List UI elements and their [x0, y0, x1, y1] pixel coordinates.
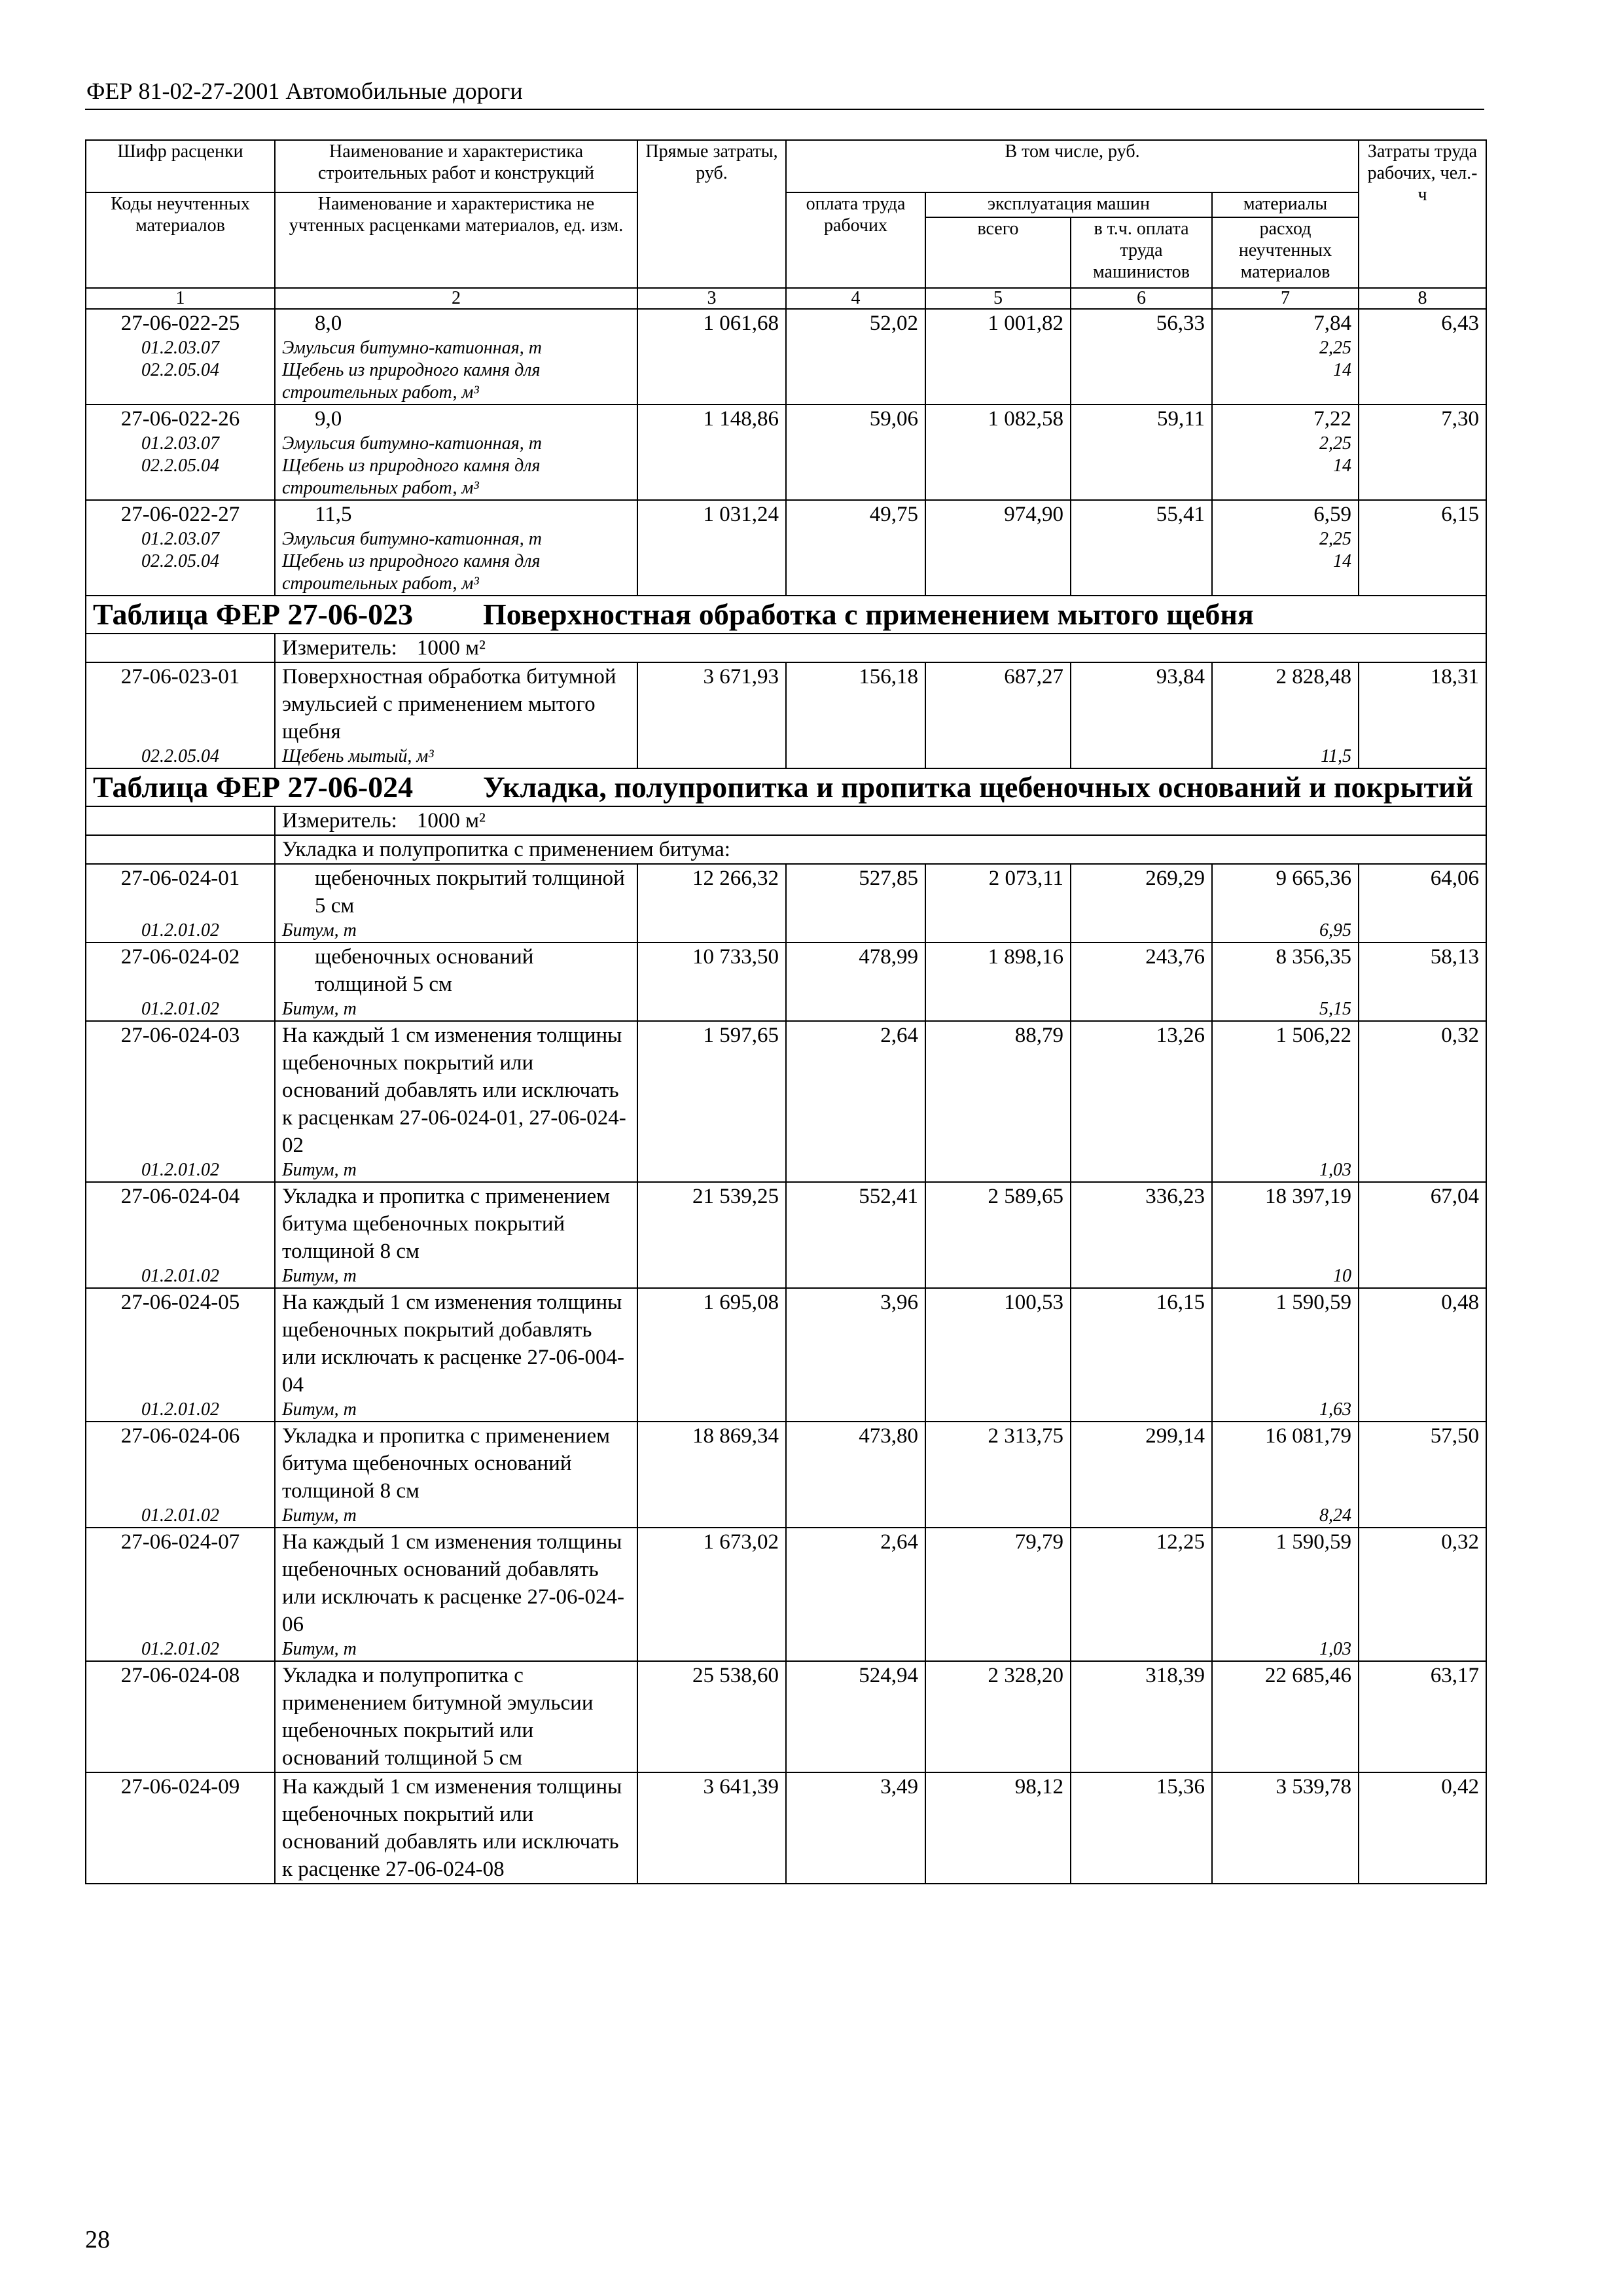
- direct-cost: 1 695,08: [637, 1288, 786, 1422]
- direct-cost: 10 733,50: [637, 942, 786, 1021]
- col-code-header: Шифр расценки: [86, 140, 275, 192]
- material-code: 02.2.05.04: [141, 551, 219, 571]
- material-code: 01.2.03.07: [141, 433, 219, 454]
- col-name-unacc-header: Наименование и характеристика не учтенных расценками материалов, ед. изм.: [275, 192, 637, 288]
- column-number: 4: [786, 288, 925, 309]
- material-name: Битум, т: [282, 920, 357, 941]
- material-qty: 14: [1333, 360, 1352, 380]
- rate-code: 27-06-022-26: [120, 407, 240, 431]
- material-code: 01.2.01.02: [141, 1505, 219, 1526]
- measure-empty: [86, 806, 275, 835]
- machinist-pay: 93,84: [1071, 662, 1212, 768]
- rate-code: 27-06-023-01: [120, 665, 240, 689]
- material-name: Щебень мытый, м³: [282, 746, 434, 766]
- column-number: 5: [925, 288, 1071, 309]
- material-qty: 8,24: [1319, 1505, 1352, 1526]
- rate-code: 27-06-024-08: [120, 1664, 240, 1687]
- rate-code: 27-06-024-06: [120, 1424, 240, 1448]
- machines-total: 1 082,58: [925, 404, 1071, 500]
- machines-total: 100,53: [925, 1288, 1071, 1422]
- materials-cost: 9 665,36: [1275, 867, 1352, 890]
- rate-name-cell: [275, 1772, 637, 1884]
- column-number: 2: [275, 288, 637, 309]
- rate-code-cell: [86, 1182, 275, 1288]
- material-code: 01.2.01.02: [141, 1160, 219, 1180]
- rate-code-cell: [86, 1528, 275, 1661]
- rate-name-cell: [275, 404, 637, 500]
- labor-hours: 6,15: [1359, 500, 1486, 596]
- rate-name: Укладка и пропитка с применением битума щебеночных оснований толщиной 8 см: [282, 1424, 610, 1503]
- labor-hours: 58,13: [1359, 942, 1486, 1021]
- rate-code: 27-06-024-04: [120, 1185, 240, 1208]
- labor-pay: 2,64: [786, 1528, 925, 1661]
- labor-pay: 3,96: [786, 1288, 925, 1422]
- material-code: 02.2.05.04: [141, 746, 219, 766]
- labor-hours: 63,17: [1359, 1661, 1486, 1772]
- rate-name: На каждый 1 см изменения толщины щебеночных покрытий или оснований добавлять или исключать к расценке 27-06-024-08: [282, 1775, 622, 1881]
- col-name-header: Наименование и характеристика строительных работ и конструкций: [275, 140, 637, 192]
- material-code: 01.2.03.07: [141, 529, 219, 549]
- rate-code-cell: [86, 1288, 275, 1422]
- labor-hours: 57,50: [1359, 1422, 1486, 1528]
- labor-hours: 0,42: [1359, 1772, 1486, 1884]
- material-code: 01.2.01.02: [141, 1399, 219, 1420]
- direct-cost: 1 148,86: [637, 404, 786, 500]
- materials-cost: 2 828,48: [1275, 665, 1352, 689]
- material-name: Битум, т: [282, 999, 357, 1019]
- col-machines-total-header: всего: [925, 217, 1071, 288]
- table-row: [86, 662, 1486, 768]
- machines-total: 2 073,11: [925, 864, 1071, 942]
- material-qty: 5,15: [1319, 999, 1352, 1019]
- measure-cell: [275, 806, 1486, 835]
- labor-pay: 552,41: [786, 1182, 925, 1288]
- table-number: Таблица ФЕР 27-06-024: [93, 770, 414, 804]
- material-name: Эмульсия битумно-катионная, т: [282, 433, 542, 454]
- material-qty: 11,5: [1321, 746, 1352, 766]
- material-qty: 6,95: [1319, 920, 1352, 941]
- material-qty: 1,03: [1319, 1160, 1352, 1180]
- rate-name: щебеночных оснований толщиной 5 см: [315, 945, 534, 996]
- machines-total: 687,27: [925, 662, 1071, 768]
- materials-cell: [1212, 309, 1359, 404]
- rate-code-cell: [86, 309, 275, 404]
- rate-code-cell: [86, 404, 275, 500]
- table-row: [86, 1661, 1486, 1772]
- rate-code-cell: [86, 864, 275, 942]
- labor-hours: 0,32: [1359, 1021, 1486, 1182]
- labor-hours: 0,48: [1359, 1288, 1486, 1422]
- machines-total: 974,90: [925, 500, 1071, 596]
- rate-code: 27-06-022-25: [120, 312, 240, 335]
- col-materials-header: материалы: [1212, 192, 1359, 217]
- materials-cost: 6,59: [1313, 503, 1352, 526]
- materials-cell: [1212, 1772, 1359, 1884]
- machinist-pay: 336,23: [1071, 1182, 1212, 1288]
- rate-code-cell: [86, 1661, 275, 1772]
- table-title-row: [86, 596, 1486, 634]
- materials-cost: 1 590,59: [1275, 1530, 1352, 1554]
- header-rule: [85, 109, 1484, 110]
- col-direct-header: Прямые затраты, руб.: [637, 140, 786, 288]
- rate-name: Поверхностная обработка битумной эмульсией с применением мытого щебня: [282, 665, 616, 744]
- materials-cell: [1212, 1661, 1359, 1772]
- labor-hours: 6,43: [1359, 309, 1486, 404]
- rate-name-cell: [275, 500, 637, 596]
- rate-name: 11,5: [315, 503, 352, 526]
- labor-hours: 18,31: [1359, 662, 1486, 768]
- rate-code: 27-06-024-01: [120, 867, 240, 890]
- material-name: Битум, т: [282, 1399, 357, 1420]
- material-qty: 14: [1333, 456, 1352, 476]
- materials-cell: [1212, 864, 1359, 942]
- rate-name-cell: [275, 1422, 637, 1528]
- machines-total: 79,79: [925, 1528, 1071, 1661]
- direct-cost: 1 031,24: [637, 500, 786, 596]
- table-title: [86, 768, 1486, 806]
- materials-cell: [1212, 1288, 1359, 1422]
- material-name: Эмульсия битумно-катионная, т: [282, 529, 542, 549]
- rate-name: Укладка и полупропитка с применением битумной эмульсии щебеночных покрытий или оснований толщиной 5 см: [282, 1664, 594, 1770]
- material-qty: 2,25: [1319, 433, 1352, 454]
- material-code: 01.2.01.02: [141, 920, 219, 941]
- direct-cost: 1 597,65: [637, 1021, 786, 1182]
- table-title-row: [86, 768, 1486, 806]
- table-row: [86, 1288, 1486, 1422]
- labor-hours: 7,30: [1359, 404, 1486, 500]
- measure-label: Измеритель:: [282, 636, 397, 660]
- table-row: [86, 404, 1486, 500]
- rate-name-cell: [275, 662, 637, 768]
- machinist-pay: 55,41: [1071, 500, 1212, 596]
- labor-pay: 473,80: [786, 1422, 925, 1528]
- rate-code-cell: [86, 662, 275, 768]
- labor-hours: 64,06: [1359, 864, 1486, 942]
- table-row: [86, 864, 1486, 942]
- materials-cell: [1212, 1182, 1359, 1288]
- labor-pay: 49,75: [786, 500, 925, 596]
- page-number: 28: [85, 2226, 110, 2253]
- labor-pay: 3,49: [786, 1772, 925, 1884]
- rate-name: На каждый 1 см изменения толщины щебеночных оснований добавлять или исключать к расценке 27-06-024-06: [282, 1530, 624, 1636]
- rate-code-cell: [86, 1021, 275, 1182]
- table-heading: Укладка, полупропитка и пропитка щебеночных оснований и покрытий: [483, 770, 1474, 804]
- material-code: 01.2.01.02: [141, 1639, 219, 1659]
- material-code: 01.2.01.02: [141, 999, 219, 1019]
- materials-cell: [1212, 1021, 1359, 1182]
- machinist-pay: 13,26: [1071, 1021, 1212, 1182]
- rate-code: 27-06-022-27: [120, 503, 240, 526]
- col-materials-sub-header: расход неучтенных материалов: [1212, 217, 1359, 288]
- table-title: [86, 596, 1486, 634]
- rate-name: На каждый 1 см изменения толщины щебеночных покрытий или оснований добавлять или исключать к расценкам 27-06-024-01, 27-06-024-02: [282, 1024, 626, 1157]
- direct-cost: 3 641,39: [637, 1772, 786, 1884]
- rate-name-cell: [275, 1182, 637, 1288]
- materials-cost: 18 397,19: [1265, 1185, 1352, 1208]
- table-row: [86, 1182, 1486, 1288]
- rate-name: Укладка и пропитка с применением битума щебеночных покрытий толщиной 8 см: [282, 1185, 610, 1263]
- measure-row: [86, 806, 1486, 835]
- measure-value: 1000 м²: [416, 636, 486, 660]
- measure-label: Измеритель:: [282, 809, 397, 833]
- material-code: 01.2.01.02: [141, 1266, 219, 1286]
- table-row: [86, 500, 1486, 596]
- table-row: [86, 1772, 1486, 1884]
- material-qty: 14: [1333, 551, 1352, 571]
- rate-code: 27-06-024-02: [120, 945, 240, 969]
- machinist-pay: 59,11: [1071, 404, 1212, 500]
- table-row: [86, 309, 1486, 404]
- rate-name: 8,0: [315, 312, 342, 335]
- direct-cost: 1 673,02: [637, 1528, 786, 1661]
- machines-total: 2 313,75: [925, 1422, 1071, 1528]
- material-qty: 2,25: [1319, 338, 1352, 358]
- rate-name-cell: [275, 864, 637, 942]
- table-heading: Поверхностная обработка с применением мытого щебня: [483, 598, 1254, 631]
- column-number: 1: [86, 288, 275, 309]
- direct-cost: 21 539,25: [637, 1182, 786, 1288]
- page-header-title: ФЕР 81-02-27-2001 Автомобильные дороги: [86, 78, 523, 104]
- labor-pay: 2,64: [786, 1021, 925, 1182]
- materials-cost: 3 539,78: [1275, 1775, 1352, 1799]
- rate-name: 9,0: [315, 407, 342, 431]
- measure-row: [86, 634, 1486, 662]
- machinist-pay: 15,36: [1071, 1772, 1212, 1884]
- materials-cost: 8 356,35: [1275, 945, 1352, 969]
- machines-total: 1 898,16: [925, 942, 1071, 1021]
- group-row: [86, 835, 1486, 864]
- materials-cell: [1212, 662, 1359, 768]
- measure-cell: [275, 634, 1486, 662]
- material-name: Битум, т: [282, 1505, 357, 1526]
- rates-table: [85, 139, 1487, 1884]
- table-row: [86, 1021, 1486, 1182]
- materials-cell: [1212, 404, 1359, 500]
- group-label: Укладка и полупропитка с применением битума:: [275, 835, 1486, 864]
- materials-cell: [1212, 500, 1359, 596]
- labor-pay: 527,85: [786, 864, 925, 942]
- materials-cost: 1 590,59: [1275, 1291, 1352, 1314]
- material-qty: 2,25: [1319, 529, 1352, 549]
- materials-cell: [1212, 1422, 1359, 1528]
- table-row: [86, 1422, 1486, 1528]
- machines-total: 98,12: [925, 1772, 1071, 1884]
- rate-name-cell: [275, 1661, 637, 1772]
- material-name: Битум, т: [282, 1639, 357, 1659]
- labor-pay: 59,06: [786, 404, 925, 500]
- rate-code: 27-06-024-09: [120, 1775, 240, 1799]
- direct-cost: 25 538,60: [637, 1661, 786, 1772]
- column-number: 3: [637, 288, 786, 309]
- direct-cost: 18 869,34: [637, 1422, 786, 1528]
- column-number: 7: [1212, 288, 1359, 309]
- rate-name-cell: [275, 309, 637, 404]
- rate-code: 27-06-024-07: [120, 1530, 240, 1554]
- labor-hours: 0,32: [1359, 1528, 1486, 1661]
- material-qty: 1,63: [1319, 1399, 1352, 1420]
- material-name: Щебень из природного камня для строительных работ, м³: [282, 456, 541, 498]
- materials-cost: 1 506,22: [1275, 1024, 1352, 1047]
- rate-name-cell: [275, 1528, 637, 1661]
- material-qty: 1,03: [1319, 1639, 1352, 1659]
- rate-code: 27-06-024-05: [120, 1291, 240, 1314]
- column-number: 8: [1359, 288, 1486, 309]
- col-machines-header: эксплуатация машин: [925, 192, 1212, 217]
- col-incl-header: В том числе, руб.: [786, 140, 1359, 192]
- direct-cost: 3 671,93: [637, 662, 786, 768]
- rate-name-cell: [275, 1021, 637, 1182]
- material-name: Эмульсия битумно-катионная, т: [282, 338, 542, 358]
- materials-cost: 7,84: [1313, 312, 1352, 335]
- machines-total: 2 328,20: [925, 1661, 1071, 1772]
- rate-name: На каждый 1 см изменения толщины щебеночных покрытий добавлять или исключать к расценке 27-06-004-04: [282, 1291, 624, 1397]
- materials-cost: 22 685,46: [1265, 1664, 1352, 1687]
- labor-pay: 524,94: [786, 1661, 925, 1772]
- table-row: [86, 1528, 1486, 1661]
- machinist-pay: 269,29: [1071, 864, 1212, 942]
- col-machinist-pay-header: в т.ч. оплата труда машинистов: [1071, 217, 1212, 288]
- col-codes-unacc-header: Коды неучтенных материалов: [86, 192, 275, 288]
- rate-code: 27-06-024-03: [120, 1024, 240, 1047]
- material-name: Щебень из природного камня для строительных работ, м³: [282, 360, 541, 403]
- rate-code-cell: [86, 942, 275, 1021]
- labor-pay: 156,18: [786, 662, 925, 768]
- rate-code-cell: [86, 1772, 275, 1884]
- machinist-pay: 16,15: [1071, 1288, 1212, 1422]
- labor-pay: 478,99: [786, 942, 925, 1021]
- material-name: Битум, т: [282, 1160, 357, 1180]
- direct-cost: 12 266,32: [637, 864, 786, 942]
- materials-cost: 7,22: [1313, 407, 1352, 431]
- column-number: 6: [1071, 288, 1212, 309]
- measure-value: 1000 м²: [416, 809, 486, 833]
- table-number: Таблица ФЕР 27-06-023: [93, 598, 414, 631]
- machinist-pay: 299,14: [1071, 1422, 1212, 1528]
- materials-cell: [1212, 1528, 1359, 1661]
- col-labor-pay-header: оплата труда рабочих: [786, 192, 925, 288]
- materials-cell: [1212, 942, 1359, 1021]
- material-qty: 10: [1333, 1266, 1352, 1286]
- machinist-pay: 243,76: [1071, 942, 1212, 1021]
- measure-empty: [86, 634, 275, 662]
- rate-name: щебеночных покрытий толщиной 5 см: [315, 867, 625, 918]
- material-code: 01.2.03.07: [141, 338, 219, 358]
- materials-cost: 16 081,79: [1265, 1424, 1352, 1448]
- machines-total: 1 001,82: [925, 309, 1071, 404]
- machinist-pay: 318,39: [1071, 1661, 1212, 1772]
- machines-total: 88,79: [925, 1021, 1071, 1182]
- direct-cost: 1 061,68: [637, 309, 786, 404]
- rate-name-cell: [275, 1288, 637, 1422]
- labor-pay: 52,02: [786, 309, 925, 404]
- rate-code-cell: [86, 500, 275, 596]
- material-code: 02.2.05.04: [141, 456, 219, 476]
- table-row: [86, 942, 1486, 1021]
- material-code: 02.2.05.04: [141, 360, 219, 380]
- material-name: Щебень из природного камня для строительных работ, м³: [282, 551, 541, 594]
- labor-hours: 67,04: [1359, 1182, 1486, 1288]
- rate-name-cell: [275, 942, 637, 1021]
- material-name: Битум, т: [282, 1266, 357, 1286]
- col-labor-header: Затраты труда рабочих, чел.-ч: [1359, 140, 1486, 288]
- group-empty: [86, 835, 275, 864]
- machinist-pay: 12,25: [1071, 1528, 1212, 1661]
- rate-code-cell: [86, 1422, 275, 1528]
- machines-total: 2 589,65: [925, 1182, 1071, 1288]
- machinist-pay: 56,33: [1071, 309, 1212, 404]
